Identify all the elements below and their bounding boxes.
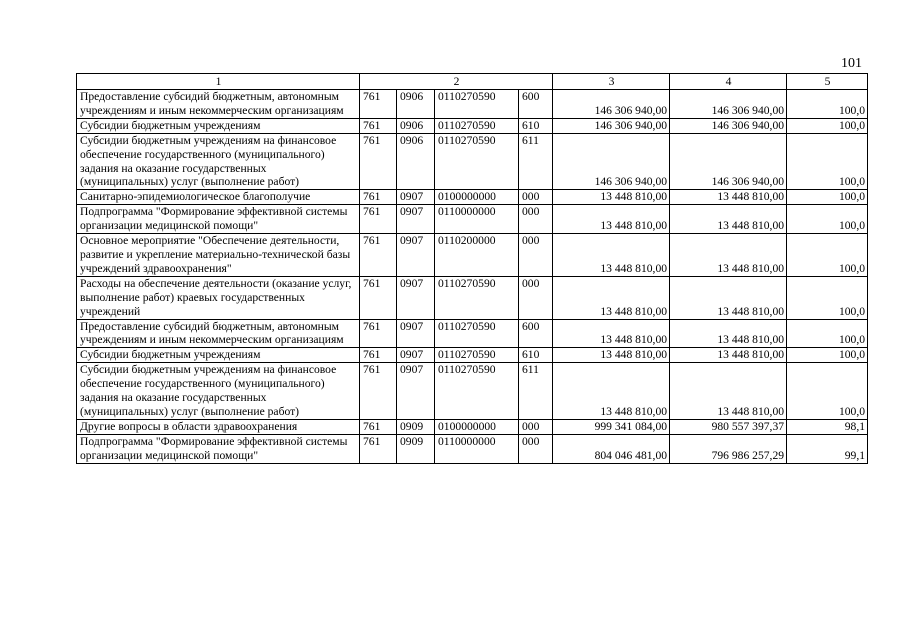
expense-type-code-cell: 611: [519, 363, 553, 420]
actual-amount-cell: 796 986 257,29: [670, 434, 787, 463]
target-article-code-cell: 0100000000: [435, 190, 519, 205]
section-code-cell: 0909: [397, 419, 435, 434]
grbs-code-cell: 761: [360, 434, 397, 463]
section-code-cell: 0907: [397, 276, 435, 319]
execution-percent-cell: 100,0: [787, 363, 868, 420]
table-row: [77, 118, 868, 133]
section-code-cell: 0907: [397, 190, 435, 205]
expense-type-code-cell: 000: [519, 434, 553, 463]
table-row: [77, 276, 868, 319]
grbs-code-cell: 761: [360, 363, 397, 420]
grbs-code-cell: 761: [360, 348, 397, 363]
planned-amount-cell: 146 306 940,00: [553, 133, 670, 190]
target-article-code-cell: 0110200000: [435, 234, 519, 277]
execution-percent-cell: 100,0: [787, 90, 868, 119]
grbs-code-cell: 761: [360, 118, 397, 133]
target-article-code-cell: 0100000000: [435, 419, 519, 434]
planned-amount-cell: 999 341 084,00: [553, 419, 670, 434]
header-col-3: 3: [553, 74, 670, 90]
header-col-4: 4: [670, 74, 787, 90]
actual-amount-cell: 980 557 397,37: [670, 419, 787, 434]
grbs-code-cell: 761: [360, 276, 397, 319]
expense-type-code-cell: 000: [519, 276, 553, 319]
header-col-2: 2: [360, 74, 553, 90]
row-name-cell: Субсидии бюджетным учреждениям: [77, 118, 360, 133]
section-code-cell: 0907: [397, 205, 435, 234]
actual-amount-cell: 13 448 810,00: [670, 363, 787, 420]
planned-amount-cell: 13 448 810,00: [553, 190, 670, 205]
expense-type-code-cell: 000: [519, 234, 553, 277]
expense-type-code-cell: 000: [519, 190, 553, 205]
expense-type-code-cell: 000: [519, 205, 553, 234]
expense-type-code-cell: 611: [519, 133, 553, 190]
section-code-cell: 0907: [397, 363, 435, 420]
row-name-cell: Санитарно-эпидемиологическое благополучие: [77, 190, 360, 205]
grbs-code-cell: 761: [360, 419, 397, 434]
target-article-code-cell: 0110270590: [435, 90, 519, 119]
actual-amount-cell: 13 448 810,00: [670, 205, 787, 234]
target-article-code-cell: 0110270590: [435, 363, 519, 420]
execution-percent-cell: 99,1: [787, 434, 868, 463]
actual-amount-cell: 146 306 940,00: [670, 90, 787, 119]
expense-type-code-cell: 610: [519, 348, 553, 363]
expense-type-code-cell: 000: [519, 419, 553, 434]
grbs-code-cell: 761: [360, 205, 397, 234]
actual-amount-cell: 13 448 810,00: [670, 234, 787, 277]
row-name-cell: Основное мероприятие "Обеспечение деятельности, развитие и укрепление материально-технической базы учреждений здравоохранения": [77, 234, 360, 277]
planned-amount-cell: 146 306 940,00: [553, 90, 670, 119]
actual-amount-cell: 13 448 810,00: [670, 190, 787, 205]
page-number: 101: [841, 56, 862, 71]
table-row: [77, 205, 868, 234]
grbs-code-cell: 761: [360, 319, 397, 348]
planned-amount-cell: 13 448 810,00: [553, 276, 670, 319]
section-code-cell: 0906: [397, 133, 435, 190]
table-row: [77, 419, 868, 434]
target-article-code-cell: 0110270590: [435, 276, 519, 319]
planned-amount-cell: 13 448 810,00: [553, 363, 670, 420]
header-col-1: 1: [77, 74, 360, 90]
expense-type-code-cell: 600: [519, 319, 553, 348]
table-row: [77, 434, 868, 463]
grbs-code-cell: 761: [360, 133, 397, 190]
row-name-cell: Предоставление субсидий бюджетным, автономным учреждениям и иным некоммерческим организациям: [77, 319, 360, 348]
section-code-cell: 0907: [397, 348, 435, 363]
execution-percent-cell: 100,0: [787, 319, 868, 348]
row-name-cell: Другие вопросы в области здравоохранения: [77, 419, 360, 434]
target-article-code-cell: 0110270590: [435, 133, 519, 190]
row-name-cell: Субсидии бюджетным учреждениям на финансовое обеспечение государственного (муниципального) задания на оказание государственных (муниципальных) услуг (выполнение работ): [77, 133, 360, 190]
grbs-code-cell: 761: [360, 234, 397, 277]
target-article-code-cell: 0110000000: [435, 434, 519, 463]
target-article-code-cell: 0110000000: [435, 205, 519, 234]
execution-percent-cell: 100,0: [787, 190, 868, 205]
actual-amount-cell: 146 306 940,00: [670, 133, 787, 190]
target-article-code-cell: 0110270590: [435, 319, 519, 348]
row-name-cell: Субсидии бюджетным учреждениям: [77, 348, 360, 363]
row-name-cell: Предоставление субсидий бюджетным, автономным учреждениям и иным некоммерческим организациям: [77, 90, 360, 119]
execution-percent-cell: 100,0: [787, 348, 868, 363]
table-row: [77, 133, 868, 190]
table-row: [77, 90, 868, 119]
planned-amount-cell: 13 448 810,00: [553, 234, 670, 277]
section-code-cell: 0906: [397, 118, 435, 133]
budget-table: [76, 73, 868, 464]
execution-percent-cell: 98,1: [787, 419, 868, 434]
actual-amount-cell: 13 448 810,00: [670, 319, 787, 348]
table-header-row: [77, 74, 868, 90]
row-name-cell: Подпрограмма "Формирование эффективной системы организации медицинской помощи": [77, 434, 360, 463]
grbs-code-cell: 761: [360, 90, 397, 119]
table-row: [77, 319, 868, 348]
section-code-cell: 0907: [397, 319, 435, 348]
execution-percent-cell: 100,0: [787, 133, 868, 190]
planned-amount-cell: 146 306 940,00: [553, 118, 670, 133]
expense-type-code-cell: 600: [519, 90, 553, 119]
execution-percent-cell: 100,0: [787, 205, 868, 234]
row-name-cell: Подпрограмма "Формирование эффективной системы организации медицинской помощи": [77, 205, 360, 234]
actual-amount-cell: 13 448 810,00: [670, 276, 787, 319]
actual-amount-cell: 146 306 940,00: [670, 118, 787, 133]
table-row: [77, 363, 868, 420]
section-code-cell: 0907: [397, 234, 435, 277]
expense-type-code-cell: 610: [519, 118, 553, 133]
row-name-cell: Расходы на обеспечение деятельности (оказание услуг, выполнение работ) краевых государственных учреждений: [77, 276, 360, 319]
execution-percent-cell: 100,0: [787, 118, 868, 133]
planned-amount-cell: 13 448 810,00: [553, 319, 670, 348]
actual-amount-cell: 13 448 810,00: [670, 348, 787, 363]
table-row: [77, 348, 868, 363]
target-article-code-cell: 0110270590: [435, 118, 519, 133]
grbs-code-cell: 761: [360, 190, 397, 205]
execution-percent-cell: 100,0: [787, 234, 868, 277]
execution-percent-cell: 100,0: [787, 276, 868, 319]
table-row: [77, 190, 868, 205]
table-row: [77, 234, 868, 277]
section-code-cell: 0906: [397, 90, 435, 119]
header-col-5: 5: [787, 74, 868, 90]
planned-amount-cell: 804 046 481,00: [553, 434, 670, 463]
target-article-code-cell: 0110270590: [435, 348, 519, 363]
planned-amount-cell: 13 448 810,00: [553, 205, 670, 234]
row-name-cell: Субсидии бюджетным учреждениям на финансовое обеспечение государственного (муниципального) задания на оказание государственных (муниципальных) услуг (выполнение работ): [77, 363, 360, 420]
section-code-cell: 0909: [397, 434, 435, 463]
planned-amount-cell: 13 448 810,00: [553, 348, 670, 363]
